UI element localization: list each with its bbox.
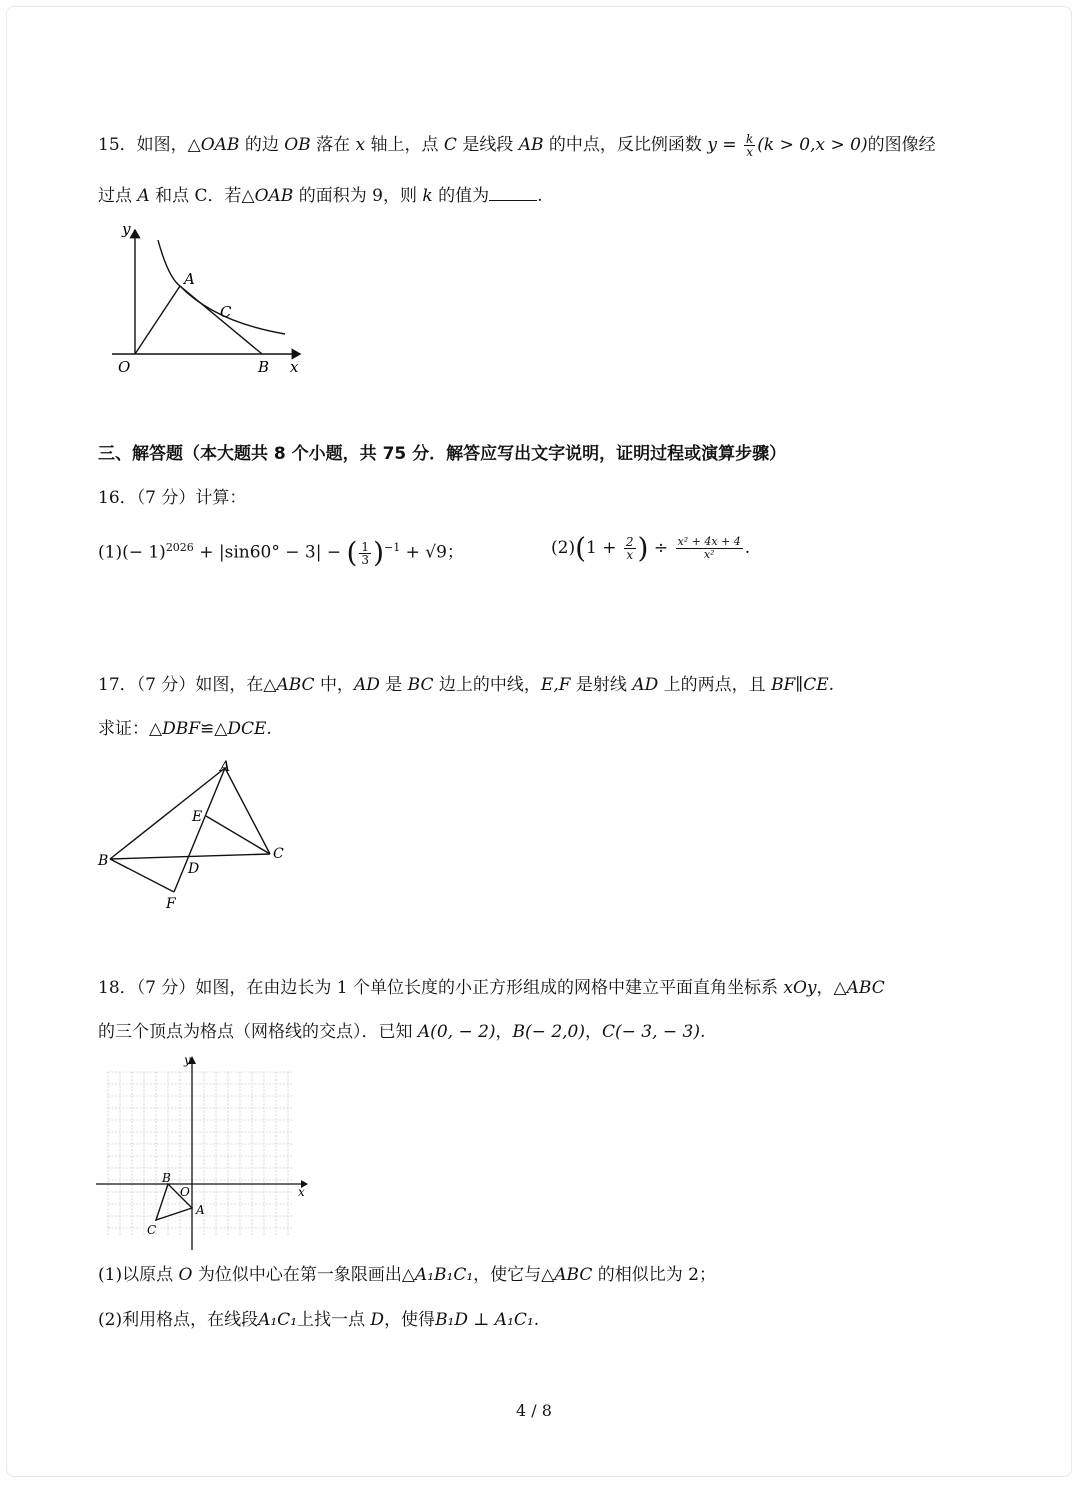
q16-part1: $(1)(- 1)^{2026} + |\sin 60^\circ - 3|$ − ( $\frac{1}{3}$ )$^{-1}$ + √9； bbox=[98, 536, 464, 570]
label-x: x bbox=[290, 358, 299, 376]
segment-AF bbox=[174, 768, 225, 892]
segment-BF bbox=[110, 859, 174, 892]
answer-blank bbox=[489, 186, 537, 201]
label-D: D bbox=[188, 861, 200, 877]
label-F: F bbox=[166, 896, 176, 912]
label-O: O bbox=[180, 1185, 190, 1199]
label-E: E bbox=[192, 809, 203, 825]
q18-sub1: (1)以原点 O 为位似中心在第一象限画出△A₁B₁C₁，使它与△ABC 的相似比为 2； bbox=[98, 1265, 716, 1285]
label-B: B bbox=[98, 853, 109, 869]
section-3-title: 三、解答题（本大题共 8 个小题，共 75 分．解答应写出文字说明，证明过程或演算步骤） bbox=[98, 444, 787, 464]
label-C: C bbox=[220, 303, 232, 321]
figure-18 bbox=[96, 1050, 316, 1255]
label-x: x bbox=[298, 1185, 305, 1199]
figure-15 bbox=[100, 222, 315, 382]
q17-line2: 求证：△DBF≌△DCE. bbox=[98, 719, 272, 739]
q18-sub2: (2)利用格点，在线段A₁C₁上找一点 D，使得B₁D ⊥ A₁C₁. bbox=[98, 1310, 540, 1330]
q18-line1: 18．（7 分）如图，在由边长为 1 个单位长度的小正方形组成的网格中建立平面直角坐标系 xOy，△ABC bbox=[98, 978, 885, 998]
label-y: y bbox=[122, 222, 131, 238]
label-y: y bbox=[184, 1053, 191, 1067]
label-C: C bbox=[273, 846, 284, 862]
label-A: A bbox=[184, 270, 195, 288]
label-A: A bbox=[196, 1203, 205, 1217]
q15-line1: 15．如图，△OAB 的边 OB 落在 x 轴上，点 C 是线段 AB 的中点，反比例函数 y = $\frac{k}{x}$ (k > 0,x > 0)的图像经 bbox=[98, 132, 936, 159]
label-B: B bbox=[162, 1171, 171, 1185]
q17-line1: 17．（7 分）如图，在△ABC 中，AD 是 BC 边上的中线，E,F 是射线 AD 上的两点，且 BF∥CE. bbox=[98, 675, 835, 695]
figure-17 bbox=[92, 752, 302, 917]
label-A: A bbox=[220, 759, 231, 775]
label-C: C bbox=[147, 1223, 157, 1237]
q18-line2: 的三个顶点为格点（网格线的交点）．已知 A(0, − 2)，B(− 2,0)，C(− 3, − 3). bbox=[98, 1022, 706, 1042]
q15-line2: 过点 A 和点 C．若△OAB 的面积为 9，则 k 的值为 . bbox=[98, 186, 543, 206]
segment-BA bbox=[110, 768, 225, 859]
segment-OA bbox=[135, 286, 180, 354]
q16-head: 16．（7 分）计算： bbox=[98, 488, 247, 508]
label-O: O bbox=[118, 358, 131, 376]
label-B: B bbox=[258, 358, 270, 376]
q16-part2: (2)(1 + $\frac{2}{x}$ ) ÷ $\frac{\text{x² + 4x + 4}}{\text{x²}}$ . bbox=[551, 531, 751, 565]
page-number: 4 / 8 bbox=[516, 1401, 552, 1420]
